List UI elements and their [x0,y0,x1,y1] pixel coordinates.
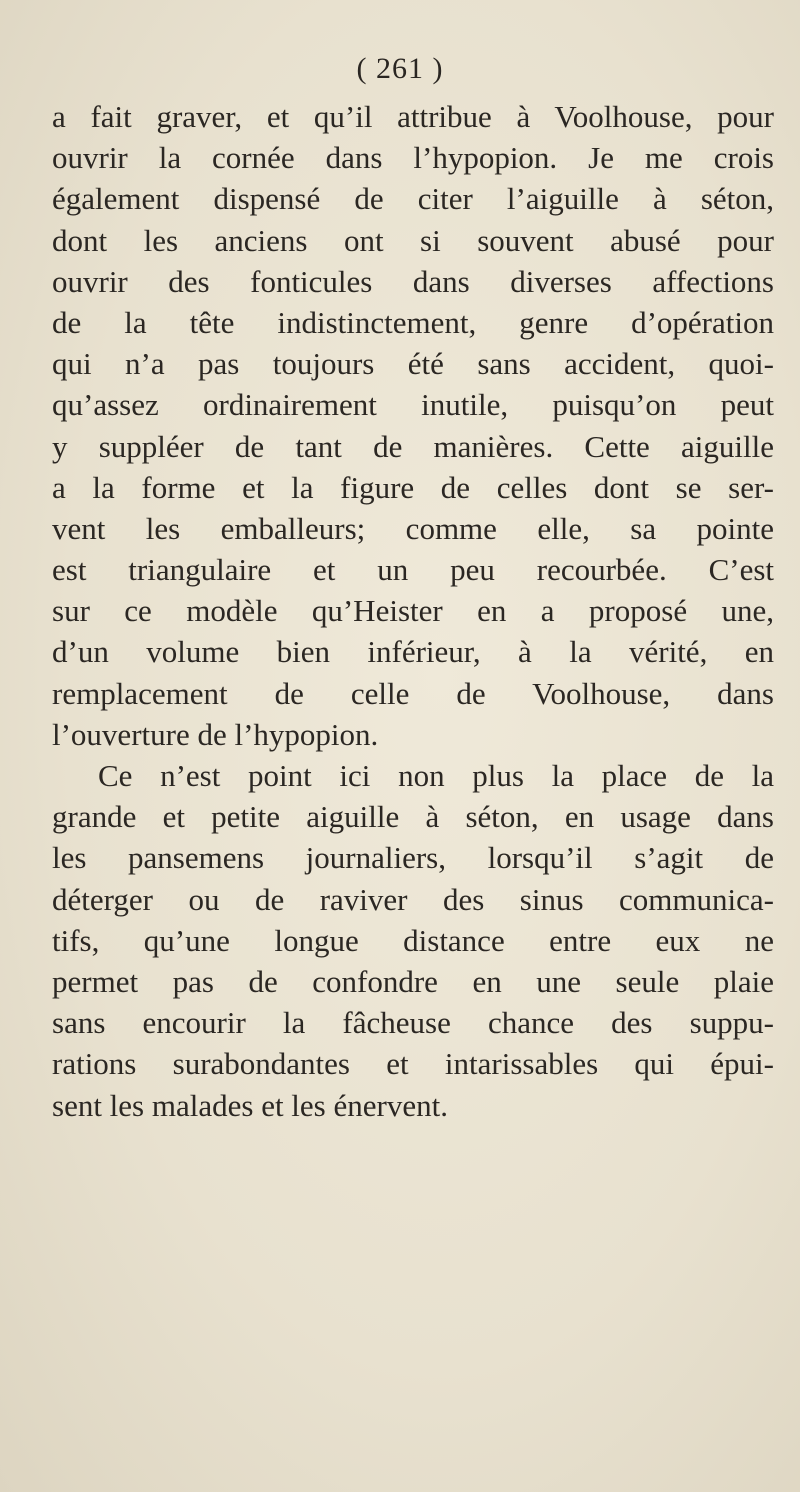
text-line: vent les emballeurs; comme elle, sa pointe [52,510,774,546]
text-line: est triangulaire et un peu recourbée. C’est [52,552,774,588]
text-line: grande et petite aiguille à séton, en usage dans [52,799,774,835]
text-line: tifs, qu’une longue distance entre eux ne [52,922,774,958]
text-line: l’ouverture de l’hypopion. [52,716,379,752]
text-line: sur ce modèle qu’Heister en a proposé une, [52,593,774,629]
paragraph-1 [52,96,774,755]
text-line: de la tête indistinctement, genre d’opération [52,304,774,340]
paragraph-2 [52,755,774,1126]
text-line: qui n’a pas toujours été sans accident, quoi- [52,346,774,382]
text-line: a la forme et la figure de celles dont se ser- [52,469,774,505]
text-line: remplacement de celle de Voolhouse, dans [52,675,774,711]
text-line: y suppléer de tant de manières. Cette aiguille [52,428,774,464]
text-line: sans encourir la fâcheuse chance des suppu- [52,1005,774,1041]
text-line: sent les malades et les énervent. [52,1087,448,1123]
body-text [52,96,774,1126]
text-line: ouvrir des fonticules dans diverses affections [52,263,774,299]
text-line: d’un volume bien inférieur, à la vérité, en [52,634,774,670]
text-line: a fait graver, et qu’il attribue à Voolhouse, pour [52,99,774,134]
text-line: ouvrir la cornée dans l’hypopion. Je me crois [52,140,774,176]
text-line: permet pas de confondre en une seule plaie [52,963,774,999]
text-line: les pansemens journaliers, lorsqu’il s’agit de [52,840,774,876]
text-line: également dispensé de citer l’aiguille à séton, [52,181,774,217]
text-line: déterger ou de raviver des sinus communica- [52,881,774,917]
text-line: Ce n’est point ici non plus la place de la [98,758,774,793]
text-line: qu’assez ordinairement inutile, puisqu’on peut [52,387,774,423]
text-line: rations surabondantes et intarissables qui épui- [52,1046,774,1082]
page-number: ( 261 ) [356,52,444,85]
text-line: dont les anciens ont si souvent abusé pour [52,222,774,258]
